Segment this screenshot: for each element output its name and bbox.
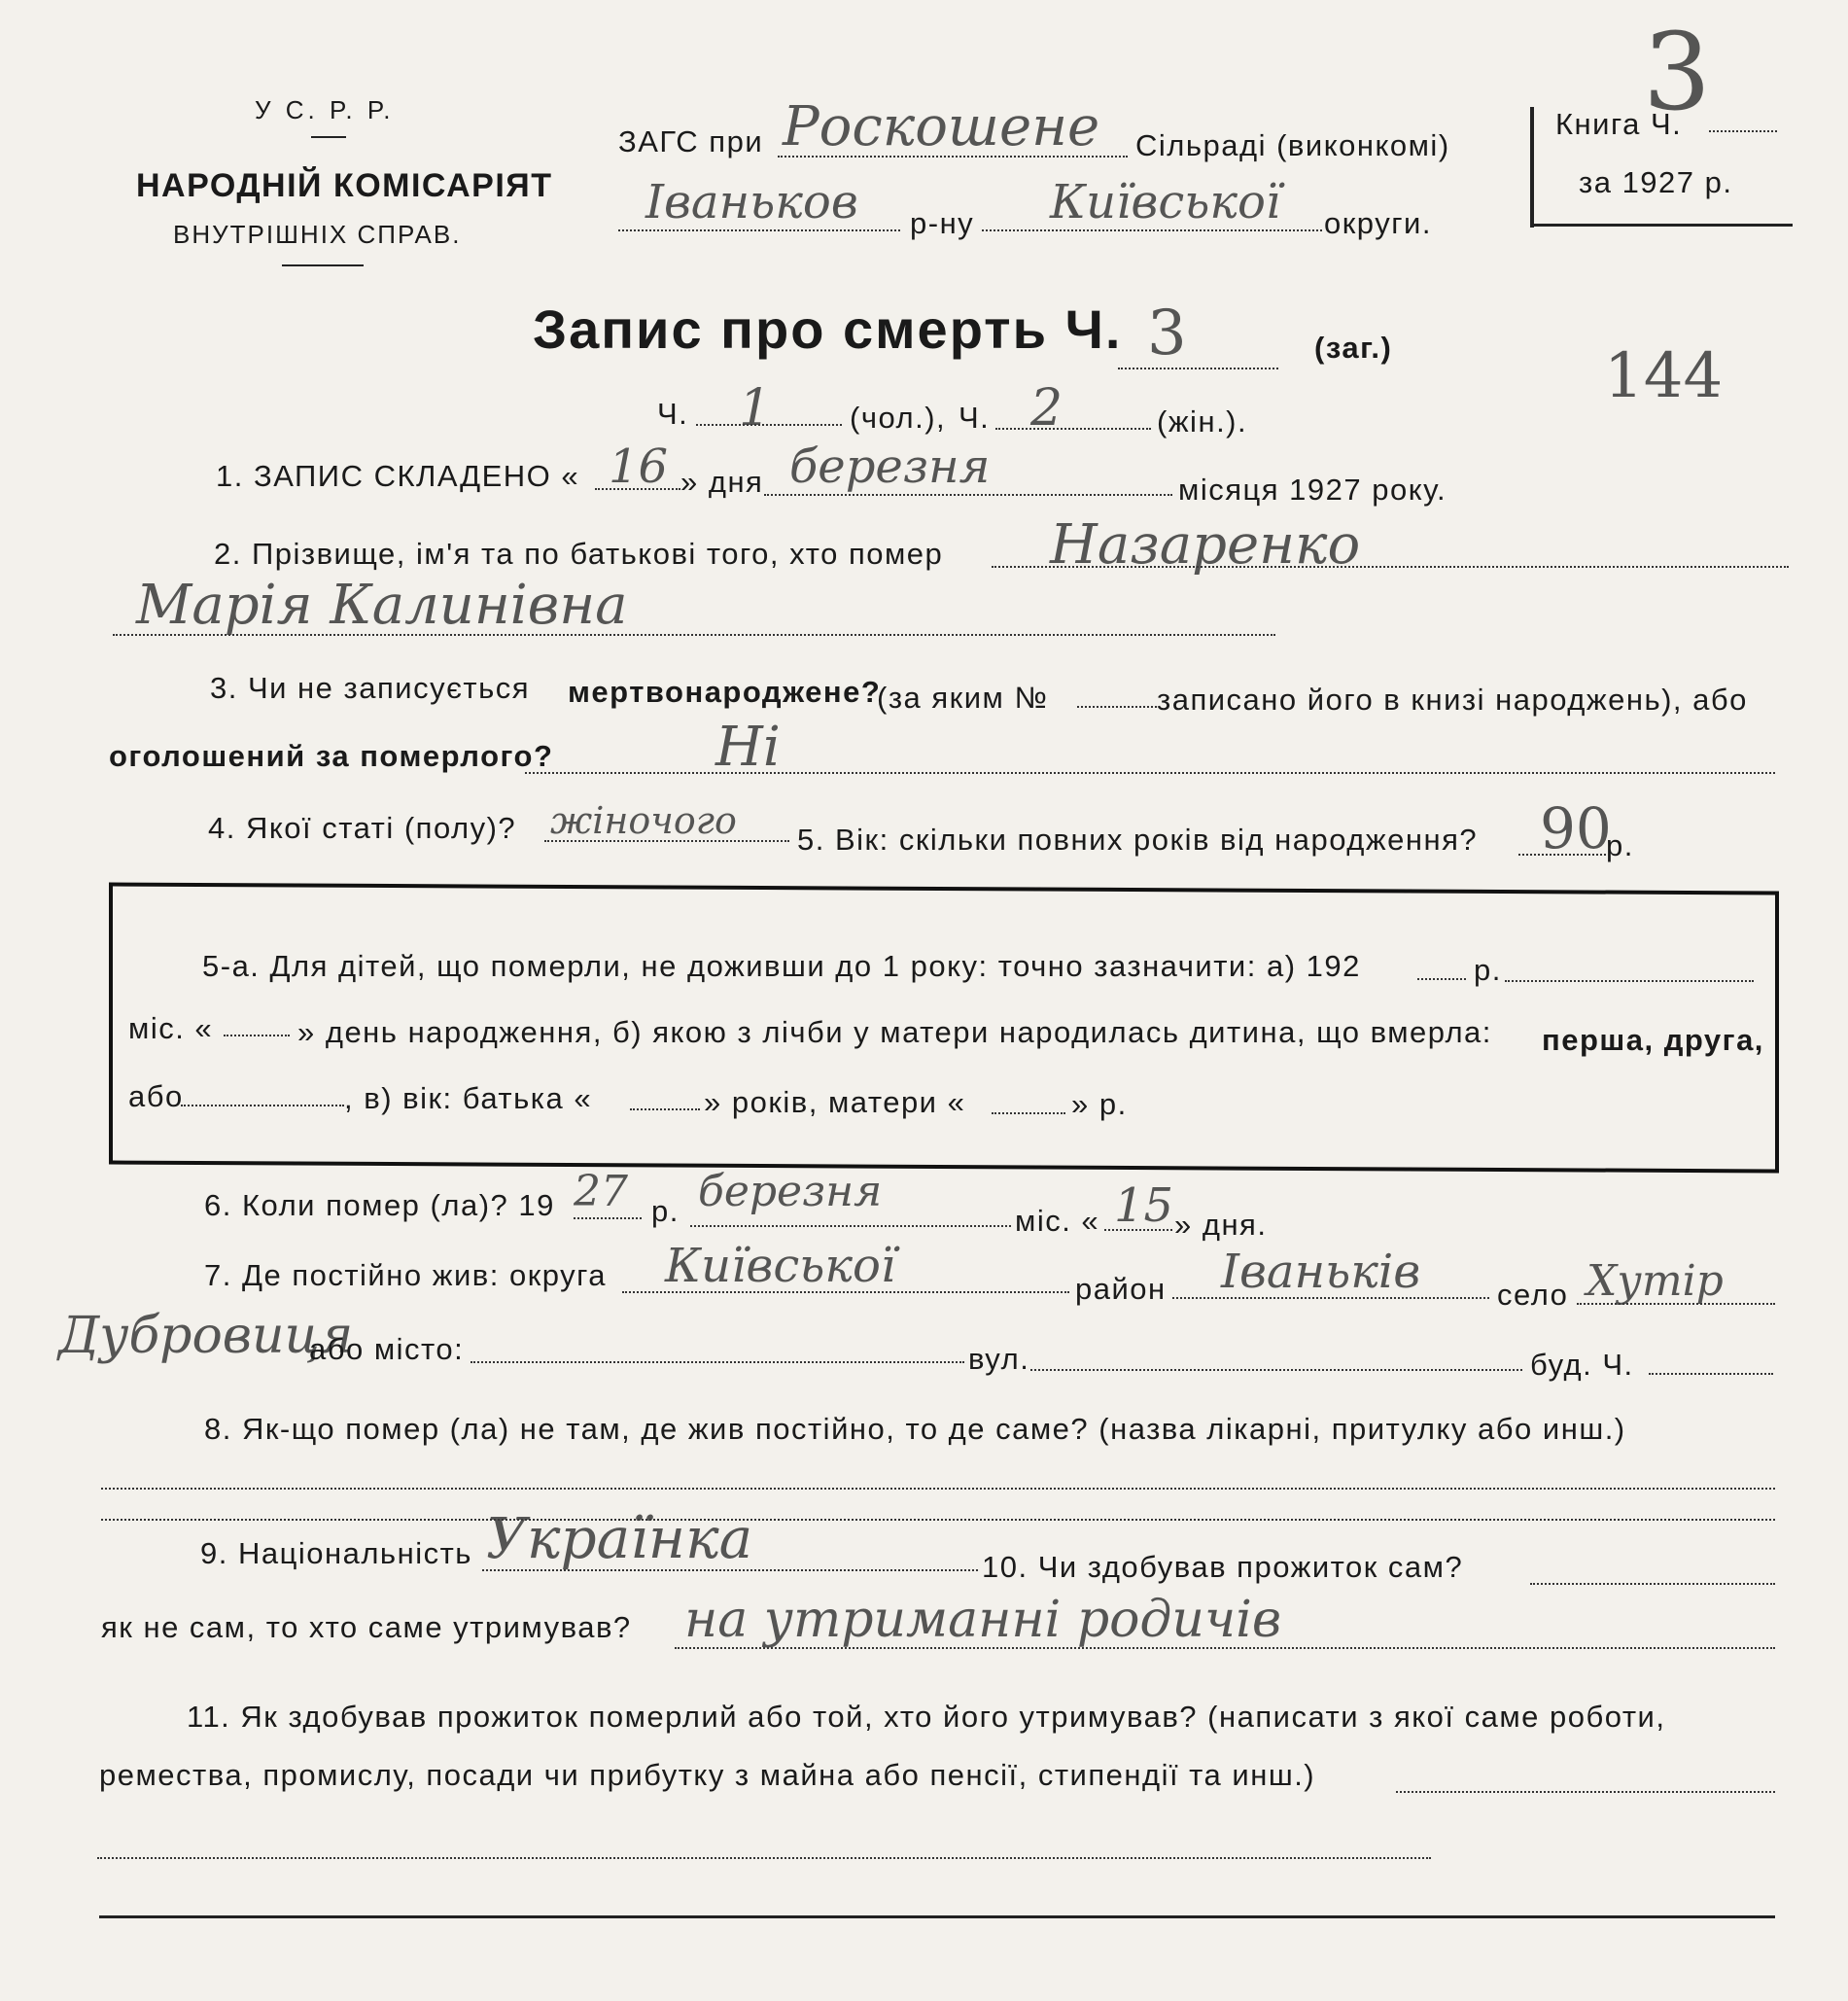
q7-selo-label: село bbox=[1497, 1278, 1569, 1312]
book-box-bottom bbox=[1530, 224, 1793, 227]
q7-bud-line bbox=[1649, 1373, 1773, 1375]
q6-day: 15 bbox=[1114, 1178, 1174, 1233]
q5a-line3-d: » р. bbox=[1071, 1087, 1128, 1121]
q9-answer: Українка bbox=[486, 1505, 753, 1571]
q5a-month-line bbox=[224, 1035, 290, 1036]
q5a-father-line bbox=[630, 1108, 700, 1110]
q5a-line1-fill bbox=[1505, 980, 1754, 982]
zags-value: Роскошене bbox=[783, 95, 1100, 158]
q11-line1: 11. Як здобував прожиток померлий або той, хто його утримував? (написати з якої саме роботи, bbox=[187, 1700, 1666, 1734]
q6-month-line bbox=[690, 1225, 1011, 1227]
book-number-line bbox=[1709, 130, 1777, 132]
q10-answer: на утриманні родичів bbox=[684, 1591, 1282, 1649]
book-year: за 1927 р. bbox=[1579, 165, 1733, 199]
q7-misto-line bbox=[471, 1361, 964, 1363]
male-label: (чол.), bbox=[850, 401, 947, 435]
q3-answer-line bbox=[525, 772, 1775, 774]
okruha-value: Київської bbox=[1050, 175, 1281, 229]
q1-label: 1. ЗАПИС СКЛАДЕНО « bbox=[216, 459, 580, 493]
book-label: Книга Ч. bbox=[1555, 107, 1683, 141]
q5a-line2-a: міс. « bbox=[128, 1011, 214, 1045]
header-divider bbox=[311, 136, 346, 138]
q8-text: 8. Як-що помер (ла) не там, де жив постійно, то де саме? (назва лікарні, притулку або инш.) bbox=[204, 1412, 1626, 1446]
q4-answer: жіночого bbox=[550, 799, 737, 842]
q5a-line3-c: » років, матери « bbox=[704, 1085, 966, 1119]
q2-label: 2. Прізвище, ім'я та по батькові того, хто помер bbox=[214, 537, 944, 571]
q7-vul-line bbox=[1030, 1369, 1522, 1371]
male-prefix: Ч. bbox=[657, 397, 689, 431]
q11-line-inline bbox=[1396, 1791, 1775, 1793]
q5a-year-line bbox=[1417, 978, 1466, 980]
book-box-border bbox=[1530, 107, 1534, 228]
q3-text-a: 3. Чи не записується bbox=[210, 671, 531, 705]
book-number: 3 bbox=[1643, 10, 1711, 134]
margin-note: 144 bbox=[1604, 340, 1724, 412]
q3-bold-b: оголошений за померлого? bbox=[109, 739, 554, 773]
q5a-line3-a: або bbox=[128, 1079, 184, 1113]
q1-end: місяця 1927 року. bbox=[1178, 473, 1447, 507]
okruha-field-line bbox=[982, 229, 1322, 231]
q6-r: р. bbox=[651, 1194, 680, 1228]
q6-end: » дня. bbox=[1174, 1208, 1268, 1242]
female-label: (жін.). bbox=[1157, 404, 1248, 439]
q8-line-1 bbox=[101, 1488, 1775, 1490]
bottom-rule bbox=[99, 1915, 1775, 1918]
q5a-line1-end: р. bbox=[1474, 953, 1502, 987]
q10-line bbox=[1530, 1583, 1775, 1585]
q10-label: 10. Чи здобував прожиток сам? bbox=[982, 1550, 1464, 1584]
q7-raion-label: район bbox=[1075, 1272, 1167, 1306]
q7-misto-label: або місто: bbox=[309, 1332, 465, 1366]
female-count-line bbox=[995, 428, 1151, 430]
record-number-line bbox=[1118, 368, 1278, 369]
q7-selo: Хутір bbox=[1586, 1256, 1724, 1306]
male-count: 1 bbox=[739, 379, 772, 438]
q7-selo-continued: Дубровиця bbox=[58, 1307, 354, 1365]
header-divider-2 bbox=[282, 264, 364, 266]
record-title: Запис про смерть Ч. bbox=[533, 298, 1123, 360]
q8-line-2 bbox=[101, 1519, 1775, 1521]
commissariat-subtitle: ВНУТРІШНІХ СПРАВ. bbox=[173, 220, 462, 249]
q7-vul-label: вул. bbox=[968, 1342, 1030, 1376]
q1-mid: » дня bbox=[680, 465, 764, 499]
q1-month-line bbox=[764, 494, 1172, 496]
q7-raion: Іваньків bbox=[1221, 1245, 1421, 1299]
q5a-line1: 5-а. Для дітей, що померли, не доживши до 1 року: точно зазначити: а) 192 bbox=[202, 949, 1361, 983]
q9-label: 9. Національність bbox=[200, 1536, 472, 1570]
q1-month: березня bbox=[789, 439, 991, 494]
q11-line2: ремества, промислу, посади чи прибутку з майна або пенсії, стипендії та инш.) bbox=[99, 1758, 1316, 1792]
female-count: 2 bbox=[1030, 379, 1063, 438]
q5a-line2-bold: перша, друга, bbox=[1542, 1023, 1764, 1057]
q6-mis: міс. « bbox=[1015, 1204, 1100, 1238]
q5a-order-line bbox=[181, 1105, 344, 1106]
q1-day: 16 bbox=[609, 439, 669, 494]
q5a-line3-b: , в) вік: батька « bbox=[344, 1081, 593, 1115]
record-number: 3 bbox=[1147, 298, 1187, 369]
q7-okruha: Київської bbox=[665, 1239, 896, 1293]
q7-label: 7. Де постійно жив: округа bbox=[204, 1258, 608, 1292]
q5-unit: р. bbox=[1606, 828, 1634, 862]
total-label: (заг.) bbox=[1314, 331, 1393, 365]
q6-label: 6. Коли помер (ла)? 19 bbox=[204, 1188, 555, 1222]
q5a-line2-b: » день народження, б) якою з лічби у матери народилась дитина, що вмерла: bbox=[297, 1015, 1492, 1049]
female-prefix: Ч. bbox=[959, 401, 991, 435]
q4-label: 4. Якої статі (полу)? bbox=[208, 811, 517, 845]
q2-name: Марія Калинівна bbox=[136, 574, 628, 637]
q3-text-b: (за яким № bbox=[877, 681, 1049, 715]
q6-month: березня bbox=[698, 1167, 883, 1216]
district-value: Іваньков bbox=[645, 175, 858, 229]
q6-year: 27 bbox=[574, 1167, 628, 1216]
council-label: Сільраді (виконкомі) bbox=[1135, 128, 1450, 162]
republic-label: У С. Р. Р. bbox=[255, 95, 395, 124]
district-label: р-ну bbox=[910, 206, 975, 240]
q10-sub: як не сам, то хто саме утримував? bbox=[101, 1610, 632, 1644]
okruha-label: округи. bbox=[1324, 206, 1432, 240]
q3-text-c: записано його в книзі народжень), або bbox=[1157, 683, 1748, 717]
commissariat-title: НАРОДНІЙ КОМІСАРІЯТ bbox=[136, 167, 553, 204]
q6-year-line bbox=[574, 1217, 642, 1219]
q3-answer: Ні bbox=[715, 716, 781, 779]
district-field-line bbox=[618, 229, 900, 231]
q3-number-line bbox=[1077, 706, 1157, 708]
q7-bud-label: буд. Ч. bbox=[1530, 1348, 1634, 1382]
q3-bold-a: мертвонароджене? bbox=[568, 675, 882, 709]
q5-answer: 90 bbox=[1540, 795, 1612, 861]
zags-prefix: ЗАГС при bbox=[618, 124, 764, 158]
q11-line-3 bbox=[97, 1857, 1431, 1859]
q5a-mother-line bbox=[992, 1112, 1065, 1114]
q5-label: 5. Вік: скільки повних років від народження? bbox=[797, 823, 1479, 857]
q2-surname: Назаренко bbox=[1050, 513, 1361, 577]
